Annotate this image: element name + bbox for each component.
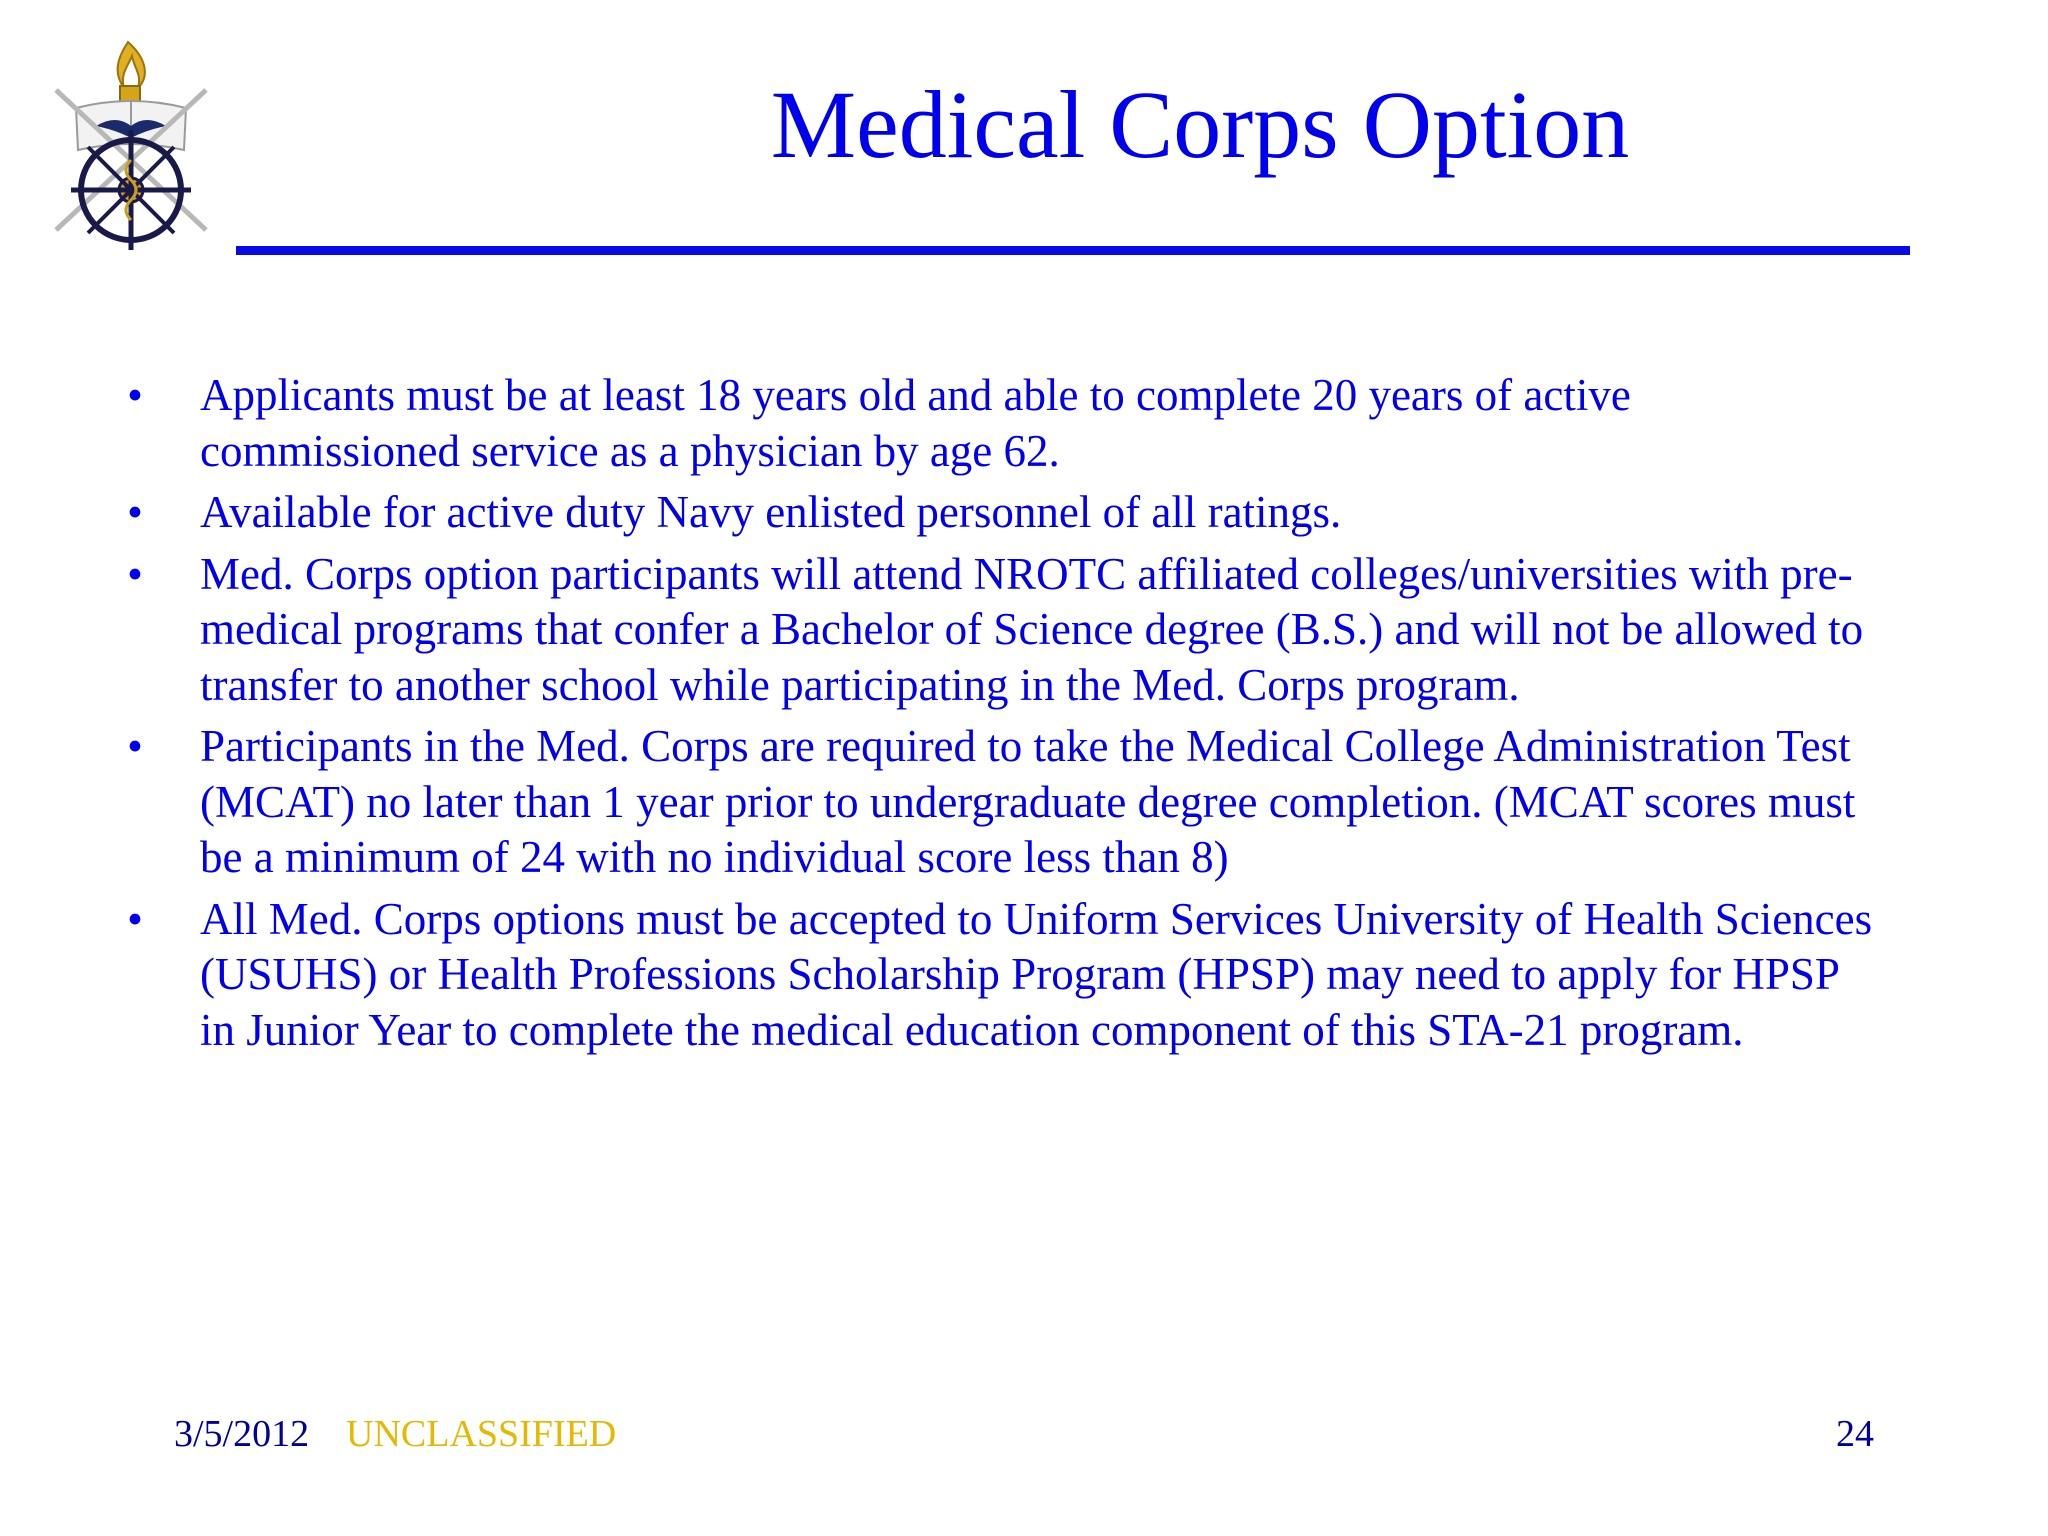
page-number: 24: [1836, 1413, 1874, 1455]
slide-title: Medical Corps Option: [770, 71, 1630, 178]
bullet-icon: •: [127, 548, 143, 599]
bullet-text: Med. Corps option participants will attend NROTC affiliated colleges/universities with pre-medical programs that confer a Bachelor of Science degree (B.S.) and will not be allowed to transfer to another school while participating in the Med. Corps program.: [200, 548, 1864, 710]
bullet-icon: •: [127, 370, 143, 420]
bullet-item: [120, 368, 1880, 479]
title-divider: [236, 246, 1910, 255]
bullet-item: [120, 719, 1880, 886]
bullet-text: Available for active duty Navy enlisted personnel of all ratings.: [200, 487, 1342, 537]
footer-date: 3/5/2012: [174, 1413, 310, 1455]
bullet-text: Participants in the Med. Corps are required to take the Medical College Administration Test (MCAT) no later than 1 year prior to undergraduate degree completion. (MCAT scores must be a minimum of 24 with no individual score less than 8): [200, 721, 1856, 882]
bullet-icon: •: [127, 487, 143, 537]
navy-emblem-icon: [36, 30, 226, 250]
bullet-icon: •: [127, 721, 143, 771]
bullet-text: All Med. Corps options must be accepted to Uniform Services University of Health Sciences (USUHS) or Health Professions Scholarship Program (HPSP) may need to apply for HPSP in Junior Year to complete the medical education component of this STA-21 program.: [200, 893, 1873, 1055]
bullet-item: [120, 485, 1880, 541]
bullet-list: [120, 368, 1880, 1064]
bullet-icon: •: [127, 893, 143, 944]
classification-label: UNCLASSIFIED: [346, 1413, 617, 1455]
bullet-item: [120, 892, 1880, 1059]
bullet-item: [120, 547, 1880, 714]
bullet-text: Applicants must be at least 18 years old and able to complete 20 years of active commissioned service as a physician by age 62.: [200, 370, 1631, 476]
